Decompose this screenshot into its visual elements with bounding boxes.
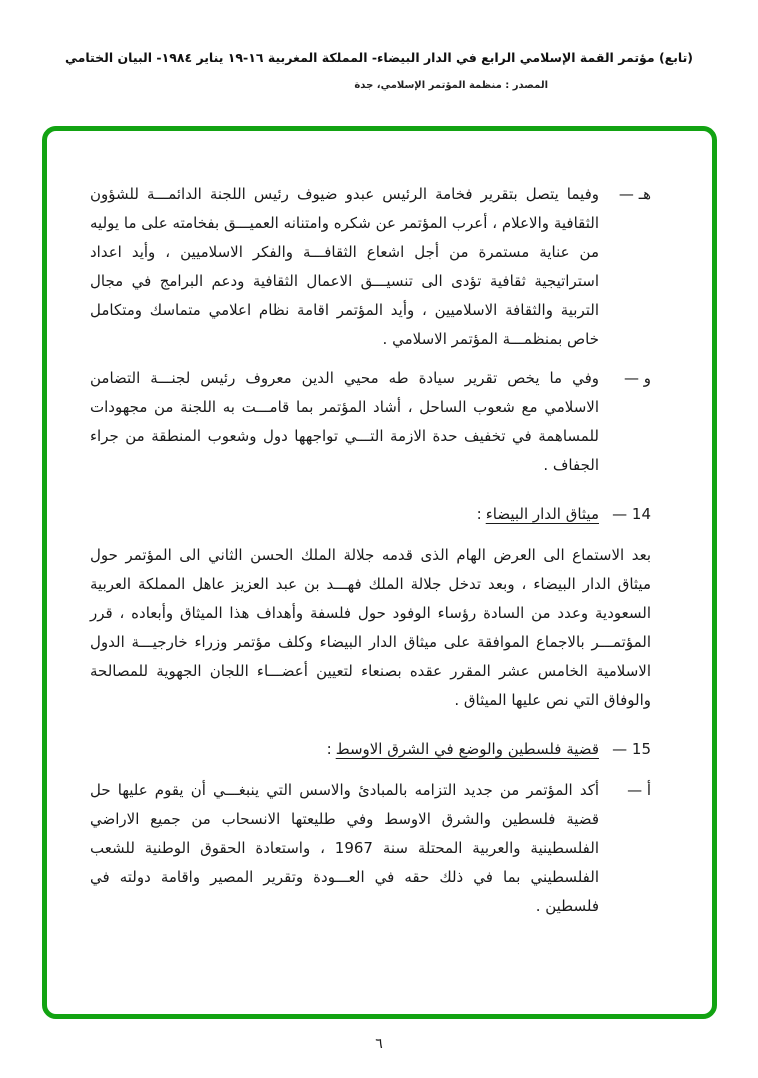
list-item-marker: و — [623,369,651,387]
list-item-marker: هـ — [618,185,651,203]
section-title: ميثاق الدار البيضاء [485,505,599,523]
section-title-colon: : [476,505,482,523]
section-number: 15 — [612,740,651,758]
section-15-heading [90,735,651,764]
list-item-waw [90,364,651,480]
list-item-text: وفي ما يخص تقرير سيادة طه محيي الدين معروف رئيس لجنـــة التضامن الاسلامي مع شعوب الساحل ، أشاد المؤتمر بما قامـــت به اللجنة من مجهودات للمساهمة في تخفيف حدة الازمة التـــي تواجهها دول وشعوب المنطقة من جراء الجفاف . [90,369,599,474]
section-title-colon: : [326,740,332,758]
list-item-marker: أ — [627,781,651,799]
document-body [42,126,717,1019]
document-header-title: (تابع) مؤتمر القمة الإسلامي الرابع في الدار البيضاء- المملكة المغربية ١٦-١٩ يناير ١٩٨٤- البيان الختامي [64,50,694,65]
page-number: ٦ [375,1036,383,1052]
section-14-heading [90,500,651,529]
section-title: قضية فلسطين والوضع في الشرق الاوسط [335,740,599,758]
list-item-heh [90,180,651,354]
section-14-body: بعد الاستماع الى العرض الهام الذى قدمه جلالة الملك الحسن الثاني الى المؤتمر حول ميثاق الدار البيضاء ، وبعد تدخل جلالة الملك فهـــد بن عبد العزيز عاهل المملكة العربية السعودية وعدد من السادة رؤساء الوفود حول فلسفة وأهداف هذا الميثاق وأبعاده ، قرر المؤتمـــر بالاجماع الموافقة على ميثاق الدار البيضاء وكلف مؤتمر وزراء خارجيـــة الدول الاسلامية الخامس عشر المقرر عقده بصنعاء لتعيين أعضـــاء اللجان الجهوية للمصالحة والوفاق التي نص عليها الميثاق . [90,546,651,709]
document-source-line: المصدر : منظمة المؤتمر الإسلامي، جدة [354,80,548,91]
list-item-alif [90,776,651,921]
list-item-text: أكد المؤتمر من جديد التزامه بالمبادئ والاسس التي ينبغـــي أن يقوم عليها حل قضية فلسطين والشرق الاوسط وفي طليعتها الانسحاب من جميع الاراضي الفلسطينية والعربية المحتلة سنة 1967 ، واستعادة الحقوق الوطنية للشعب الفلسطيني بما في ذلك حقه في العـــودة وتقرير المصير واقامة دولته في فلسطين . [90,781,599,915]
list-item-text: وفيما يتصل بتقرير فخامة الرئيس عبدو ضيوف رئيس اللجنة الدائمـــة للشؤون الثقافية والاعلام ، أعرب المؤتمر عن شكره وامتنانه العميـــق بفخامته على ما يوليه من عناية مستمرة من أجل اشعاع الثقافـــة والفكر الاسلاميين ، وأيد اعداد استراتيجية ثقافية تؤدى الى تنسيـــق الاعمال الثقافية ودعم البرامج في مجال التربية والثقافة الاسلاميين ، وأيد المؤتمر اقامة نظام اعلامي متماسك ومتكامل خاص بمنظمـــة المؤتمر الاسلامي . [90,185,599,348]
section-number: 14 — [612,505,651,523]
